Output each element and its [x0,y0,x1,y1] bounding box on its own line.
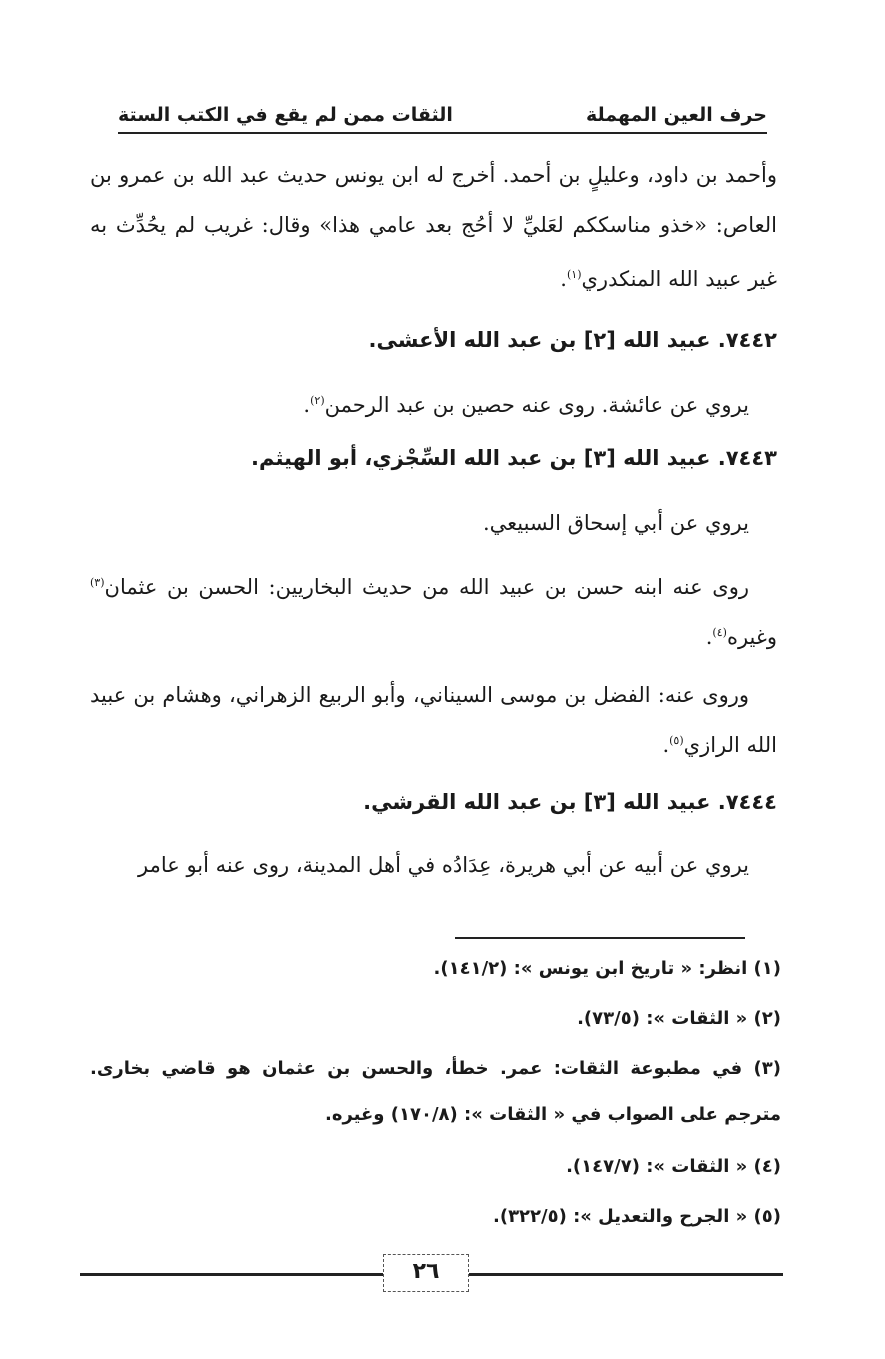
entry-heading-7443: ٧٤٤٣. عبيد الله [٣] بن عبد الله السِّجْزي، أبو الهيثم. [251,446,777,470]
footnote-5: (٥) « الجرح والتعديل »: (٣٢٢/٥). [492,1206,781,1227]
paragraph-text: يروي عن عائشة. روى عنه حصين بن عبد الرحمن [324,393,749,417]
paragraph-text: وغيره [726,625,777,649]
running-header [118,98,767,134]
header-book-title: الثقات ممن لم يقع في الكتب الستة [118,104,453,126]
footnote-separator [455,937,745,939]
footnote-ref: (٤) [712,626,727,639]
footnote-4: (٤) « الثقات »: (١٤٧/٧). [566,1156,781,1177]
paragraph-text: وأحمد بن داود، وعليلٍ بن أحمد. أخرج له ابن يونس حديث عبد الله بن عمرو بن العاص: «خذو مناسككم لعَليِّ لا أحُج بعد عامي هذا» وقال: غريب لم يحُدِّث به غير عبيد الله المنكدري [90,163,777,291]
footnote-1: (١) انظر: « تاريخ ابن يونس »: (١٤١/٢). [433,958,781,979]
footnote-ref: (٣) [90,576,105,589]
entry-7443-paragraph-3: وروى عنه: الفضل بن موسى السيناني، وأبو الربيع الزهراني، وهشام بن عبيد الله الرازي$^{(٥)}$. [90,683,777,757]
entry-7443-paragraph-1: يروي عن أبي إسحاق السبيعي. [482,511,749,535]
page-number: ٢٦ [383,1254,469,1292]
entry-7444-paragraph: يروي عن أبيه عن أبي هريرة، عِدَادُه في أهل المدينة، روى عنه أبو عامر [138,853,749,877]
entry-7443-paragraph-2: روى عنه ابنه حسن بن عبيد الله من حديث البخاريين: الحسن بن عثمان$^{(٣)}$ وغيره$^{(٤)}$. [90,575,777,649]
entry-heading-7442: ٧٤٤٢. عبيد الله [٢] بن عبد الله الأعشى. [368,328,777,352]
footnote-ref: (٢) [310,394,325,407]
paragraph-text: وروى عنه: الفضل بن موسى السيناني، وأبو الربيع الزهراني، وهشام بن عبيد الله الرازي [90,683,777,757]
entry-heading-7444: ٧٤٤٤. عبيد الله [٣] بن عبد الله القرشي. [363,790,777,814]
footnote-2: (٢) « الثقات »: (٧٣/٥). [577,1008,781,1029]
entry-7442-paragraph: يروي عن عائشة. روى عنه حصين بن عبد الرحمن$^{(٢)}$. [303,393,749,417]
footnote-ref: (٥) [669,734,684,747]
header-chapter-title: حرف العين المهملة [586,104,767,126]
paragraph-text: روى عنه ابنه حسن بن عبيد الله من حديث البخاريين: الحسن بن عثمان [104,575,749,599]
footnote-ref: (١) [566,268,582,281]
footnote-3: (٣) في مطبوعة الثقات: عمر. خطأ، والحسن بن عثمان هو قاضي بخارى. مترجم على الصواب في « الثقات »: (١٧٠/٨) وغيره. [90,1058,781,1125]
entry-continuation-paragraph: وأحمد بن داود، وعليلٍ بن أحمد. أخرج له ابن يونس حديث عبد الله بن عمرو بن العاص: «خذو مناسككم لعَليِّ لا أحُج بعد عامي هذا» وقال: غريب لم يحُدِّث به غير عبيد الله المنكدري$^{(١)}$. [90,163,777,291]
